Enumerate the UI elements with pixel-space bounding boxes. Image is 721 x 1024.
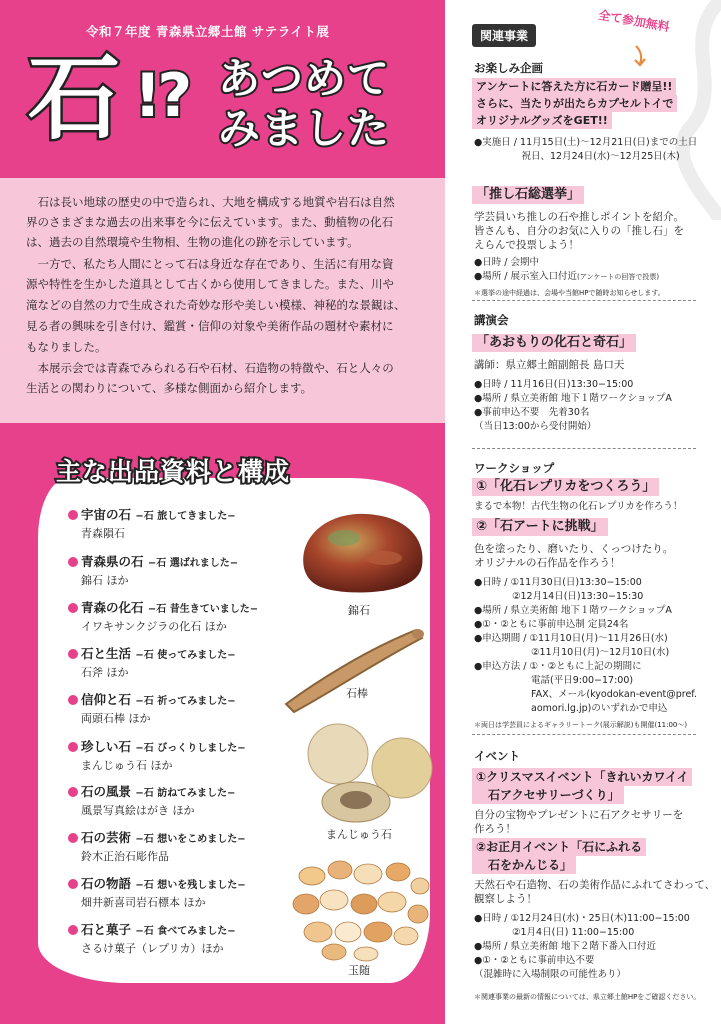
bullet-dot xyxy=(68,649,78,659)
bullet-dot xyxy=(68,879,78,889)
lecture-info: ●事前申込不要 先着30名 xyxy=(474,407,590,418)
vote-desc: えらんで投票しよう！ xyxy=(474,239,579,251)
intro-line: もなりました。 xyxy=(26,340,107,354)
fun-highlight: アンケートに答えた方に石カード贈呈!! xyxy=(472,78,676,95)
lecture-info: ●日時 / 11月16日(日)13:30−15:00 xyxy=(474,379,634,390)
footer-note: ＊関連事業の最新の情報については、県立郷土館HPをご確認ください。 xyxy=(474,993,701,1001)
intro-line: 生活との関わりについて、多様な側面から紹介します。 xyxy=(26,381,313,395)
workshop-info: ●申込方法 / ①・②ともに上記の期間に xyxy=(474,661,642,672)
workshop-desc: オリジナルの石作品を作ろう！ xyxy=(474,557,621,569)
arrow-down-icon xyxy=(632,44,652,68)
divider xyxy=(472,734,696,735)
exhibit-item: 石と生活 −石 使ってみました− 石斧 ほか xyxy=(68,644,236,680)
exhibits-title: 主な出品資料と構成 xyxy=(56,457,291,486)
manju-stone-image xyxy=(290,720,436,826)
related-events-tag: 関連事業 xyxy=(472,24,536,47)
intro-line: 源や特性を生かした道具として古くから使用してきました。また、川や xyxy=(26,277,394,291)
event-title-1: ①クリスマスイベント「きれいカワイイ xyxy=(472,768,692,786)
lecture-speaker: 講師：県立郷土館副館長 島口天 xyxy=(474,359,625,371)
intro-line: 滝などの自然の力で生成された奇妙な形や美しい模様、神秘的な景観は、 xyxy=(26,298,406,312)
bullet-dot xyxy=(68,603,78,613)
event-desc: 作ろう！ xyxy=(474,823,516,835)
divider xyxy=(472,300,696,301)
divider xyxy=(472,448,696,449)
intro-line: 見る者の興味を引き付け、鑑賞・信仰の対象や美術作品の題材や素材に xyxy=(26,319,394,333)
event-info: （混雑時に入場制限の可能性あり） xyxy=(474,969,627,980)
workshop-info: ●①・②ともに事前申込制 定員24名 xyxy=(474,619,629,630)
bullet-dot xyxy=(68,787,78,797)
bullet-dot xyxy=(68,742,78,752)
bullet-dot xyxy=(68,695,78,705)
intro-line: 一方で、私たち人間にとって石は身近な存在であり、生活に有用な資 xyxy=(26,257,394,271)
lecture-title: 「あおもりの化石と奇石」 xyxy=(472,334,636,352)
bullet-dot xyxy=(68,925,78,935)
intro-line: 界のさまざまな過去の出来事を今に伝えています。また、動植物の化石 xyxy=(26,215,394,229)
gyokuzui-stone-image xyxy=(288,852,432,962)
caption-gyokuzui: 玉随 xyxy=(348,964,370,977)
workshop-info: 電話(平日9:00−17:00) xyxy=(474,675,634,686)
workshop-info: ●場所 / 県立美術館 地下１階ワークショップA xyxy=(474,605,672,616)
workshop-title-2: ②「石アートに挑戦」 xyxy=(472,518,608,536)
workshop-desc: まるで本物！古代生物の化石レプリカを作ろう！ xyxy=(474,501,683,512)
workshop-info: ●日時 / ①11月30日(日)13:30−15:00 xyxy=(474,577,642,588)
lecture-info: ●場所 / 県立美術館 地下１階ワークショップA xyxy=(474,393,672,404)
nishiki-stone-image xyxy=(296,508,428,596)
event-info: ●日時 / ①12月24日(水)・25日(木)11:00−15:00 xyxy=(474,913,690,924)
exhibit-item: 信仰と石 −石 祈ってみました− 両頭石棒 ほか xyxy=(68,690,236,726)
event-desc: 自分の宝物やプレゼントに石アクセサリーを xyxy=(474,809,684,821)
bullet-dot xyxy=(68,833,78,843)
exhibit-item: 石の芸術 −石 想いをこめました− 鈴木正治石彫作品 xyxy=(68,828,246,864)
intro-line: 石は長い地球の歴史の中で造られ、大地を構成する地質や岩石は自然 xyxy=(26,195,395,209)
event-info: ②1月4日(日) 11:00−15:00 xyxy=(474,927,635,938)
fun-highlight: オリジナルグッズをGET!! xyxy=(472,112,612,129)
workshop-info: ②12月14日(日)13:30−15:30 xyxy=(474,591,644,602)
exhibit-item: 青森県の石 −石 選ばれました− 錦石 ほか xyxy=(68,552,238,588)
exhibit-item: 石と菓子 −石 食べてみました− さるけ菓子（レプリカ）ほか xyxy=(68,920,236,956)
lecture-info: （当日13:00から受付開始） xyxy=(474,421,597,432)
header-banner xyxy=(0,0,445,178)
caption-sekibou: 石棒 xyxy=(346,687,368,700)
exhibit-subtitle: 令和７年度 青森県立郷土館 サテライト展 xyxy=(86,24,330,39)
exhibit-item: 石の風景 −石 訪ねてみました− 風景写真絵はがき ほか xyxy=(68,782,235,818)
fun-date: ●実施日 / 11月15日(土)〜12月21日(日)までの土日 xyxy=(474,137,698,148)
exhibit-item: 珍しい石 −石 びっくりしました− まんじゅう石 ほか xyxy=(68,737,246,773)
event-desc: 天然石や石造物、石の美術作品にふれてさわって、 xyxy=(474,879,716,891)
workshop-title-1: ①「化石レプリカをつくろう」 xyxy=(472,478,659,496)
exhibit-item: 青森の化石 −石 昔生きていました− イワキサンクジラの化石 ほか xyxy=(68,598,258,634)
workshop-desc: 色を塗ったり、磨いたり、くっつけたり。 xyxy=(474,543,674,555)
intro-line: は、過去の自然環境や生物相、生物の進化の跡を示しています。 xyxy=(26,235,359,249)
fun-heading: お楽しみ企画 xyxy=(474,61,543,75)
exhibit-item: 石の物語 −石 想いを残しました− 畑井新喜司岩石標本 ほか xyxy=(68,874,246,910)
title-line2: みました xyxy=(218,104,391,153)
title-exclaim: !? xyxy=(134,61,189,131)
fun-highlight: さらに、当たりが出たらカプセルトイで xyxy=(472,95,677,112)
event-heading: イベント xyxy=(474,749,520,763)
title-line1: あつめて xyxy=(218,54,391,103)
title-stone: 石 xyxy=(28,44,121,152)
workshop-note: ＊両日は学芸員によるギャラリートーク(展示解説)も開催(11:00〜) xyxy=(474,721,688,729)
workshop-info: ②11月10日(月)〜12月10日(水) xyxy=(474,647,670,658)
bullet-dot xyxy=(68,557,78,567)
vote-title: 「推し石総選挙」 xyxy=(472,186,584,204)
exhibit-item: 宇宙の石 −石 旅してきました− 青森隕石 xyxy=(68,505,236,541)
workshop-info: ●申込期間 / ①11月10日(月)〜11月26日(水) xyxy=(474,633,668,644)
event-desc: 観察しよう！ xyxy=(474,893,537,905)
free-label: 全て参加無料 xyxy=(597,7,671,35)
workshop-info: aomori.lg.jp)のいずれかで申込 xyxy=(474,703,668,714)
event-title-2: ②お正月イベント「石にふれる xyxy=(472,838,646,856)
event-info: ●場所 / 県立美術館 地下２階下番入口付近 xyxy=(474,941,657,952)
intro-section xyxy=(0,178,445,423)
lecture-heading: 講演会 xyxy=(474,313,509,327)
caption-manju: まんじゅう石 xyxy=(326,828,392,841)
vote-info: ●日時 / 会期中 xyxy=(474,257,540,268)
event-title-2: 石をかんじる」 xyxy=(472,856,576,874)
event-info: ●①・②ともに事前申込不要 xyxy=(474,955,595,966)
workshop-heading: ワークショップ xyxy=(474,461,555,475)
bullet-dot xyxy=(68,510,78,520)
fun-date: 祝日、12月24日(水)〜12月25日(木) xyxy=(474,151,680,162)
vote-info: ●場所 / 展示室入口付近(アンケートの回答で投票) xyxy=(474,271,660,282)
caption-nishiki: 錦石 xyxy=(348,604,370,617)
vote-desc: 学芸員いち推しの石や推しポイントを紹介。 xyxy=(474,211,684,223)
vote-note: ＊選挙の途中経過は、会場や当館HPで随時お知らせします。 xyxy=(474,289,665,297)
event-title-1: 石アクセサリーづくり」 xyxy=(472,786,624,804)
workshop-info: FAX、メール(kyodokan-event@pref. xyxy=(474,689,697,700)
intro-line: 本展示会では青森でみられる石や石材、石造物の特徴や、石と人々の xyxy=(26,361,394,375)
vote-desc: 皆さんも、自分のお気に入りの「推し石」を xyxy=(474,225,684,237)
